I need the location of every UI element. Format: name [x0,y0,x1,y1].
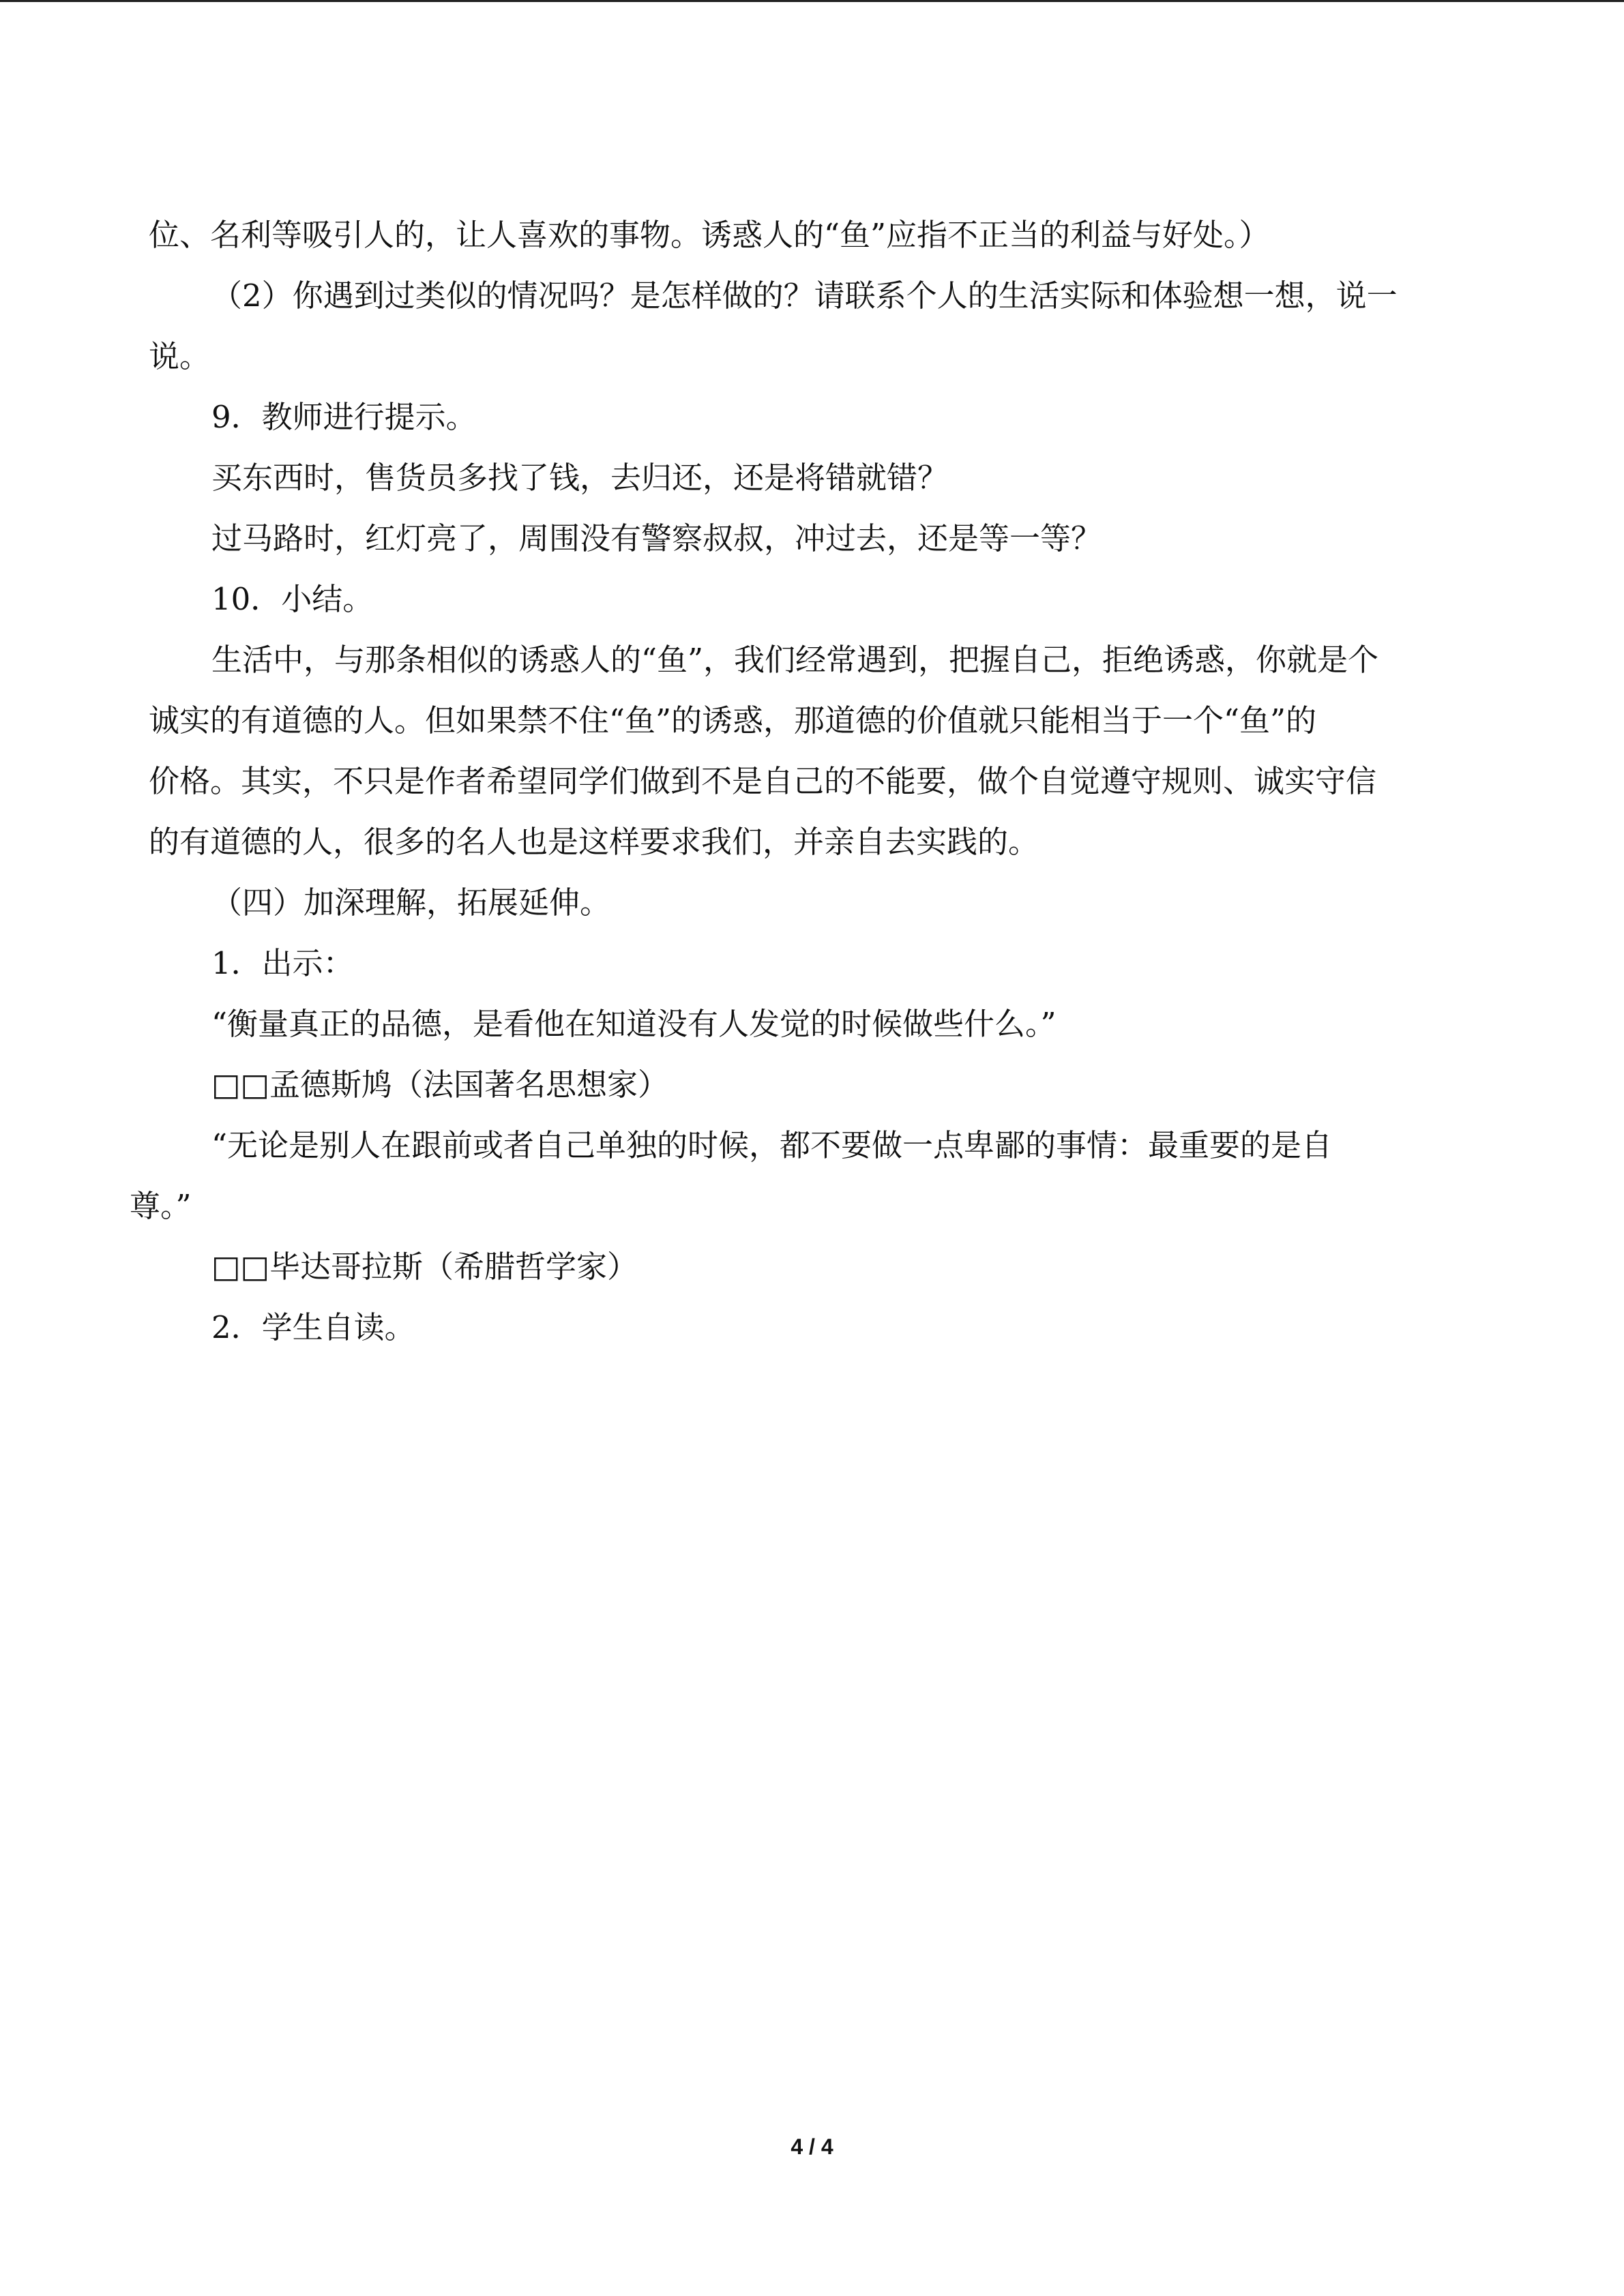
page-number: 4 / 4 [791,2134,833,2159]
text-line-question-2: （2）你遇到过类似的情况吗？是怎样做的？请联系个人的生活实际和体验想一想，说一 [211,278,1398,314]
text-line-step-9: 9．教师进行提示。 [211,399,477,435]
quote-pythagoras: “无论是别人在跟前或者自己单独的时候，都不要做一点卑鄙的事情：最重要的是自 [211,1127,1333,1163]
top-border-rule [0,0,1624,2]
text-line-summary-2: 诚实的有道德的人。但如果禁不住“鱼”的诱惑，那道德的价值就只能相当于一个“鱼”的 [149,702,1317,739]
text-line-summary-4: 的有道德的人，很多的名人也是这样要求我们，并亲自去实践的。 [149,824,1039,860]
document-body [130,205,1486,1358]
text-line-question-2-cont: 说。 [149,338,211,374]
text-line-example-shopping: 买东西时，售货员多找了钱，去归还，还是将错就错？ [211,460,949,496]
text-line-summary-1: 生活中，与那条相似的诱惑人的“鱼”，我们经常遇到，把握自己，拒绝诱惑，你就是个 [211,642,1379,678]
text-line-summary-3: 价格。其实，不只是作者希望同学们做到不是自己的不能要，做个自觉遵守规则、诚实守信 [149,763,1377,799]
quote-pythagoras-cont: 尊。” [130,1188,192,1224]
attribution-pythagoras: □□毕达哥拉斯（希腊哲学家） [211,1249,638,1285]
quote-montesquieu: “衡量真正的品德，是看他在知道没有人发觉的时候做些什么。” [211,1006,1057,1042]
text-line-step-1: 1．出示： [211,945,354,981]
text-line-example-crossing: 过马路时，红灯亮了，周围没有警察叔叔，冲过去，还是等一等？ [211,520,1102,556]
attribution-montesquieu: □□孟德斯鸠（法国著名思想家） [211,1067,669,1103]
text-line-step-10: 10．小结。 [211,581,374,617]
section-heading-4: （四）加深理解，拓展延伸。 [211,884,611,921]
text-line-step-2: 2．学生自读。 [211,1309,415,1345]
text-line-continuation: 位、名利等吸引人的，让人喜欢的事物。诱惑人的“鱼”应指不正当的利益与好处。） [149,217,1270,253]
